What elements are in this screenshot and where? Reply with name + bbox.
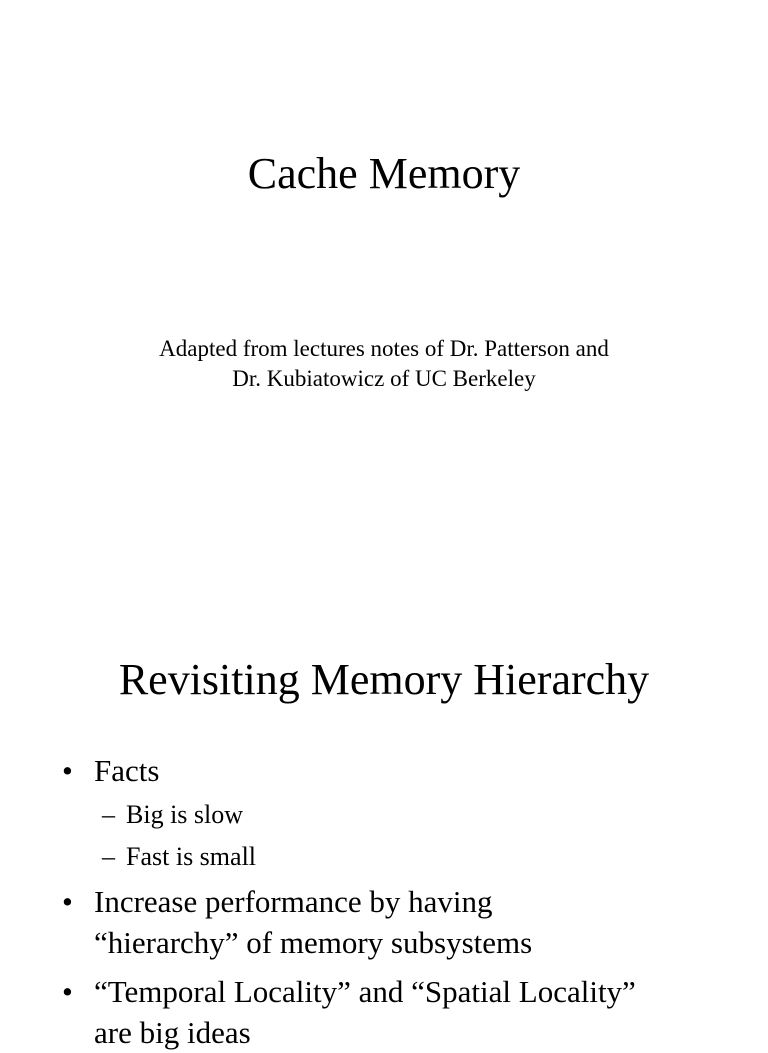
bullet-line: “hierarchy” of memory subsystems <box>94 925 533 960</box>
bullet-text <box>94 971 762 1053</box>
dash-marker: – <box>102 842 115 871</box>
sub-bullet-item <box>62 797 762 833</box>
bullet-line: Increase performance by having <box>94 884 493 919</box>
slide-2 <box>0 576 768 1050</box>
subtitle-line: Adapted from lectures notes of Dr. Patterson and <box>159 336 609 361</box>
bullet-line: are big ideas <box>94 1015 251 1050</box>
sub-bullet-item <box>62 839 762 875</box>
sub-bullet-text: Big is slow <box>126 800 244 829</box>
bullet-line: “Temporal Locality” and “Spatial Locality” <box>94 974 636 1009</box>
bullet-item <box>62 750 762 791</box>
dash-marker: – <box>102 800 115 829</box>
bullet-text <box>94 750 762 791</box>
bullet-line: Facts <box>94 753 160 788</box>
sub-bullet-text: Fast is small <box>126 842 257 871</box>
bullet-item <box>62 971 762 1053</box>
bullet-marker: • <box>62 753 73 788</box>
slide-subtitle <box>0 334 768 394</box>
slide-title: Revisiting Memory Hierarchy <box>118 655 650 704</box>
bullet-text <box>94 881 762 963</box>
bullet-marker: • <box>62 974 73 1009</box>
bullet-item <box>62 881 762 963</box>
slide-title: Cache Memory <box>247 149 521 198</box>
bullet-list <box>62 750 762 1053</box>
bullet-marker: • <box>62 884 73 919</box>
subtitle-line: Dr. Kubiatowicz of UC Berkeley <box>232 366 536 391</box>
